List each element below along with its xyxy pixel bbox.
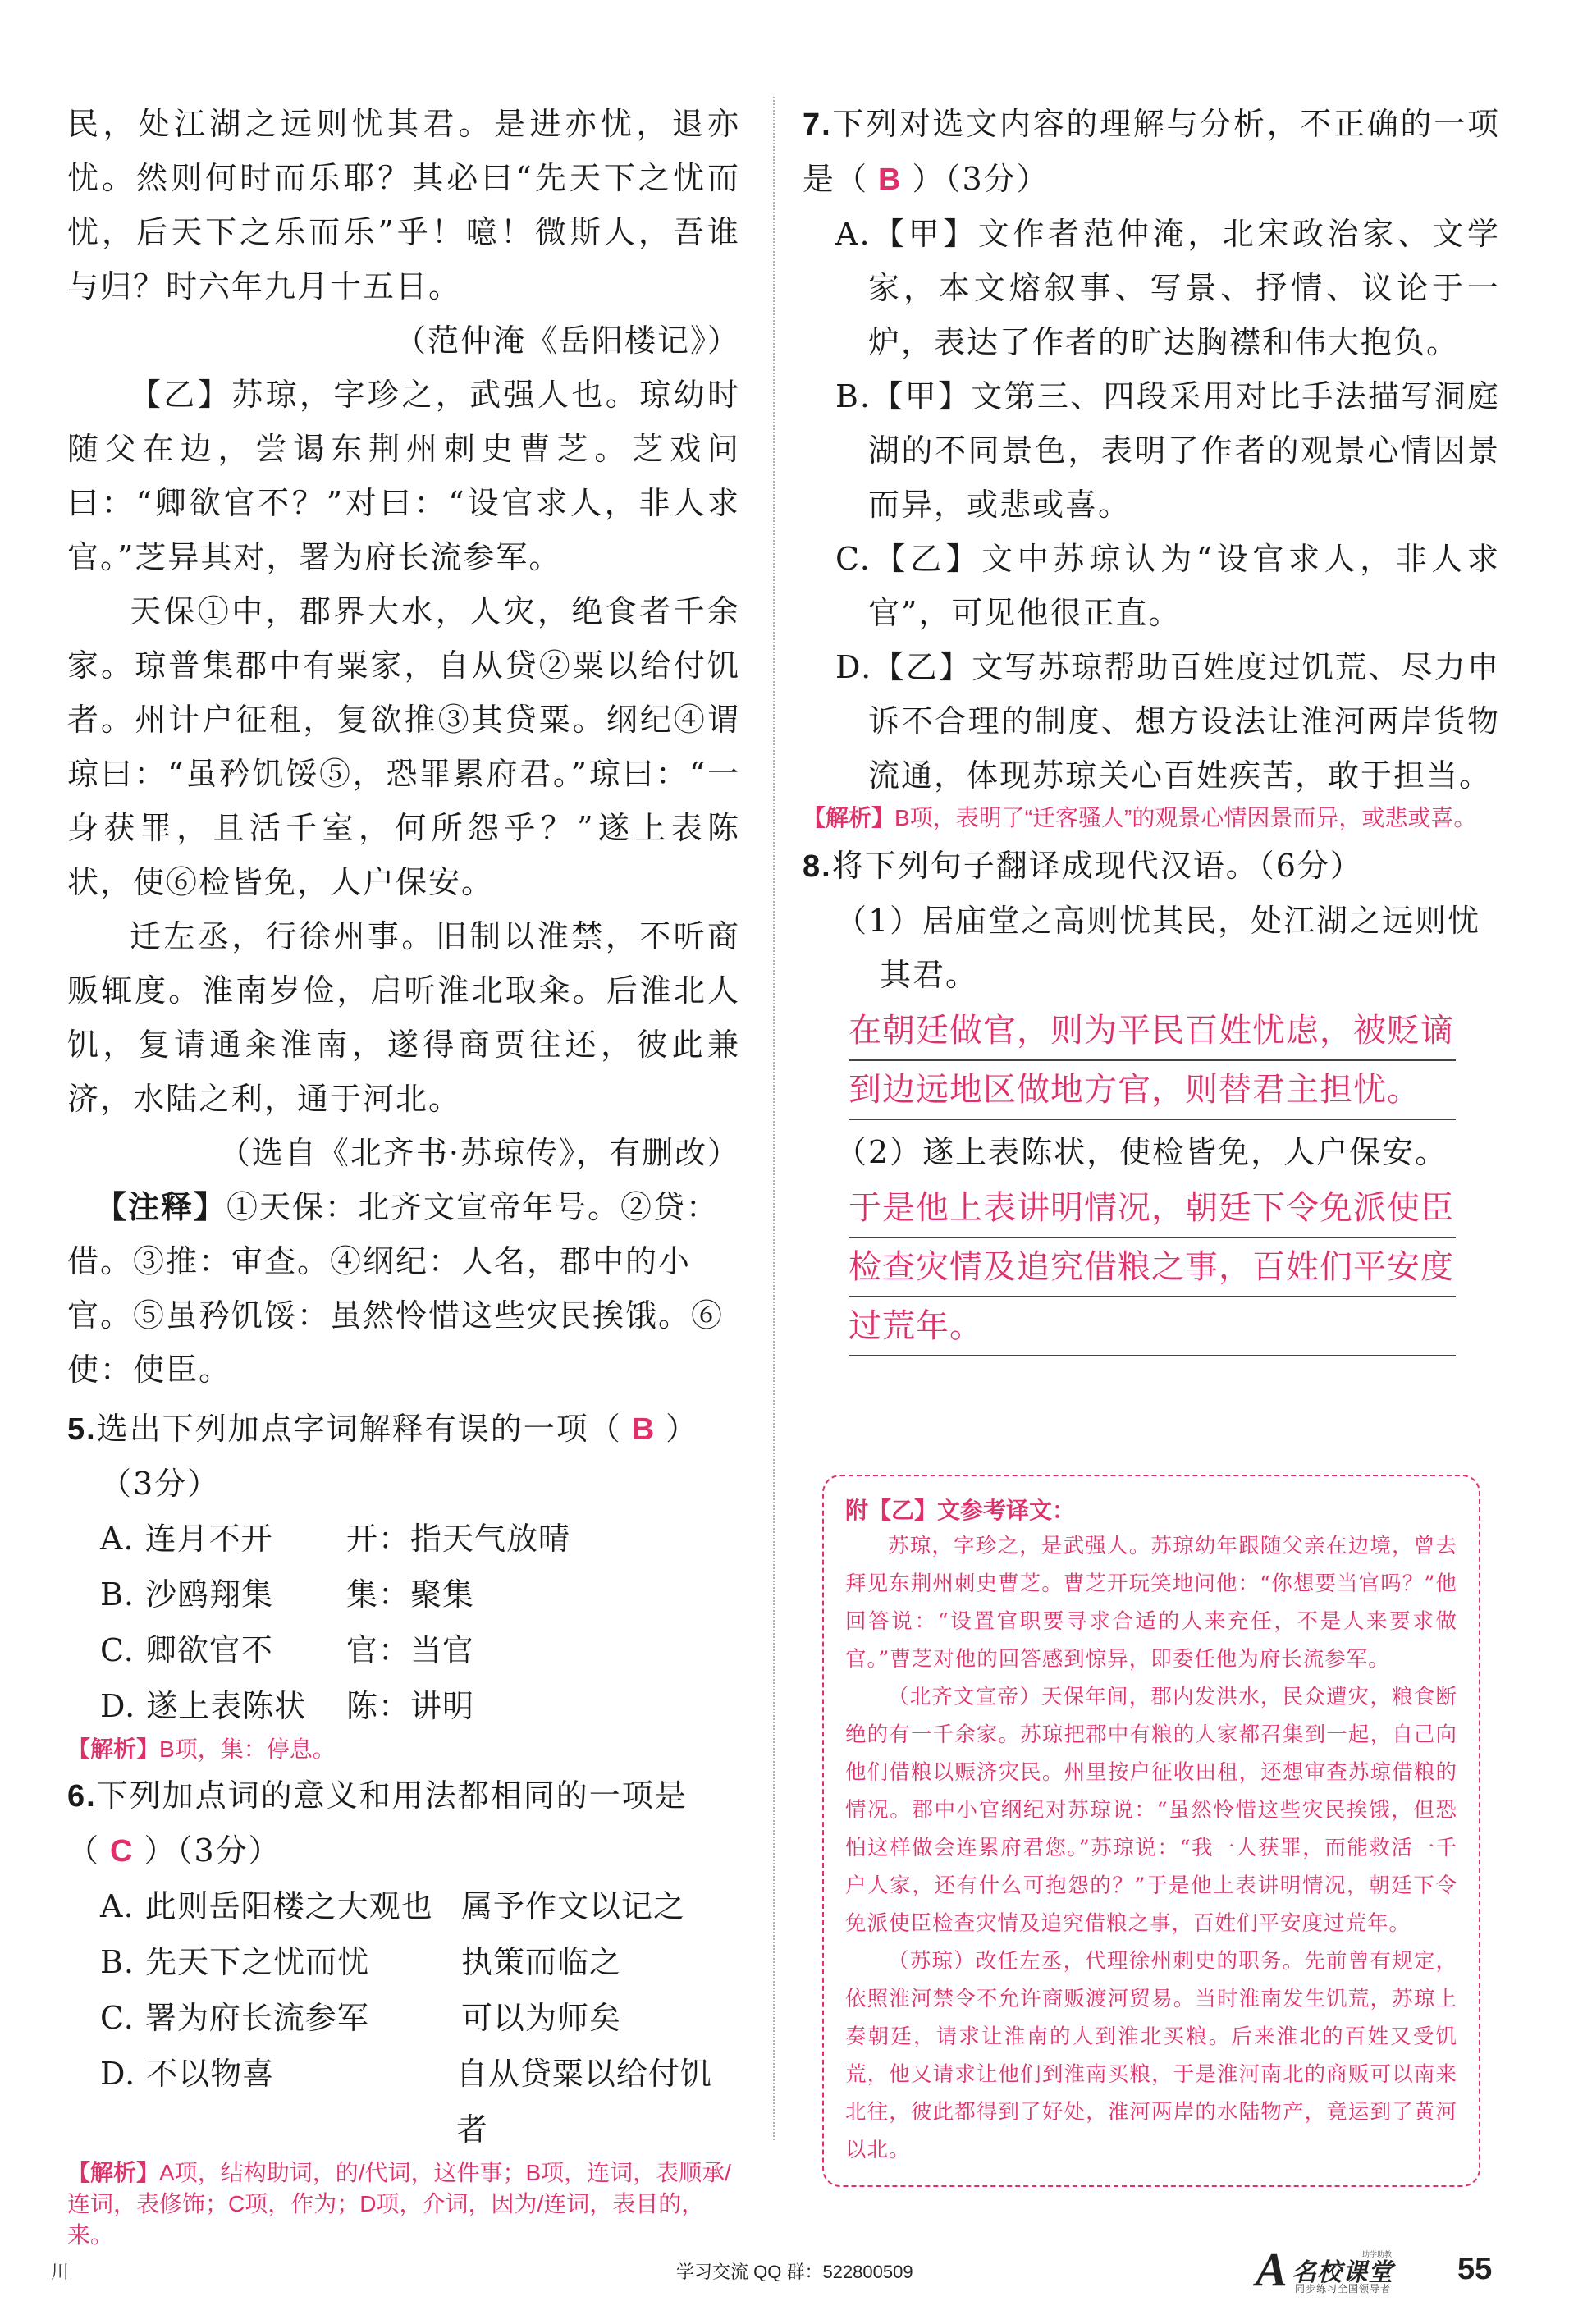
right-column	[803, 97, 1500, 1356]
q6-option-a: A. 此则岳阳楼之大观也 属予作文以记之	[100, 1888, 686, 1924]
q7-option-d: D.【乙】文写苏琼帮助百姓度过饥荒、尽力申诉不合理的制度、想方设法让淮河两岸货物流通，体现苏琼关心百姓疾苦，敢于担当。	[835, 649, 1500, 794]
reference-paragraph-1: 苏琼，字珍之，是武强人。苏琼幼年跟随父亲在边境，曾去拜见东荆州刺史曹芝。曹芝开玩笑地问他：“你想要当官吗？”他回答说：“设置官职要寻求合适的人来充任，不是人来要求做官。”曹芝对他的回答感到惊异，即委任他为府长流参军。	[845, 1534, 1457, 1672]
q7-stem: 下列对选文内容的理解与分析，不正确的一项是（	[803, 106, 1500, 197]
q8-number: 8.	[803, 849, 832, 884]
q6-stem: 下列加点词的意义和用法都相同的一项是	[96, 1777, 688, 1814]
qq-group: 学习交流 QQ 群：522800509	[676, 2262, 913, 2282]
q8-answer-2-line-1: 于是他上表讲明情况，朝廷下令免派使臣	[849, 1179, 1456, 1238]
notes-text: ①天保：北齐文宣帝年号。②贷：借。③推：审查。④纲纪：人名，郡中的小官。⑤虽矜饥馁：虽然怜惜这些灾民挨饿。⑥使：使臣。	[67, 1189, 725, 1388]
reference-title: 附【乙】文参考译文：	[845, 1498, 1076, 1523]
q8-answer-2-line-2: 检查灾情及追究借粮之事，百姓们平安度	[849, 1238, 1456, 1297]
q8-sentence-1-cont: 其君。	[880, 957, 979, 993]
passage-yi-p3: 迁左丞，行徐州事。旧制以淮禁，不听商贩辄度。淮南岁俭，启听淮北取籴。后淮北人饥，复请通籴淮南，遂得商贾往还，彼此兼济，水陆之利，通于河北。	[67, 918, 740, 1117]
q7-answer: B	[878, 162, 903, 197]
q5-option-d: D. 遂上表陈状 陈：讲明	[100, 1688, 475, 1724]
q6-option-d: D. 不以物喜 自从贷粟以给付饥者	[100, 2056, 712, 2148]
q7-close: ）（3分）	[912, 161, 1050, 197]
q5-option-a: A. 连月不开 开：指天气放晴	[100, 1521, 571, 1557]
q5-number: 5.	[67, 1412, 97, 1447]
q7-analysis: 【解析】B项，表明了“迁客骚人”的观景心情因景而异，或悲或喜。	[803, 805, 1477, 830]
q6-analysis: 【解析】A项，结构助词，的/代词，这件事；B项，连词，表顺承/连词，表修饰；C项，作为；D项，介词，因为/连词，表目的，来。	[67, 2160, 731, 2248]
q6-answer: C	[110, 1834, 135, 1869]
brand-logo	[1256, 2243, 1436, 2296]
q8-answer-1-line-1: 在朝廷做官，则为平民百姓忧虑，被贬谪	[849, 1002, 1456, 1061]
province-mark: 川	[51, 2262, 70, 2282]
q5-option-b: B. 沙鸥翔集 集：聚集	[100, 1576, 475, 1613]
q8-answer-2-line-3: 过荒年。	[849, 1297, 1456, 1356]
question-7	[803, 97, 1500, 834]
reference-paragraph-2: （北齐文宣帝）天保年间，郡内发洪水，民众遭灾，粮食断绝的有一千余家。苏琼把郡中有粮的人家都召集到一起，自己向他们借粮以赈济灾民。州里按户征收田租，还想审查苏琼借粮的情况。郡中小官纲纪对苏琼说：“虽然怜惜这些灾民挨饿，但恐怕这样做会连累府君您。”苏琼说：“我一人获罪，而能救活一千户人家，还有什么可抱怨的？”于是他上表讲明情况，朝廷下令免派使臣检查灾情及追究借粮之事，百姓们平安度过荒年。	[845, 1685, 1457, 1936]
question-8	[803, 839, 1500, 1356]
q8-answer-1-line-2: 到边远地区做地方官，则替君主担忧。	[849, 1061, 1456, 1120]
passage-yi-p2: 天保①中，郡界大水，人灾，绝食者千余家。琼普集郡中有粟家，自从贷②粟以给付饥者。州计户征租，复欲推③其贷粟。纲纪④谓琼曰：“虽矜饥馁⑤，恐罪累府君。”琼曰：“一身获罪，且活千室，何所怨乎？”遂上表陈状，使⑥检皆免，人户保安。	[67, 593, 740, 900]
q6-number: 6.	[67, 1779, 97, 1814]
question-5	[67, 1402, 740, 1765]
q7-option-a: A.【甲】文作者范仲淹，北宋政治家、文学家，本文熔叙事、写景、抒情、议论于一炉，表达了作者的旷达胸襟和伟大抱负。	[835, 216, 1500, 360]
q5-option-c: C. 卿欲官不 官：当官	[100, 1632, 475, 1668]
brand-slogan: 同步练习全国领导者	[1295, 2283, 1392, 2294]
brand-letter: A	[1256, 2243, 1288, 2296]
q6-option-b: B. 先天下之忧而忧 执策而临之	[100, 1944, 622, 1980]
q8-stem: 将下列句子翻译成现代汉语。（6分）	[831, 848, 1363, 884]
question-6: 6.下列加点词的意义和用法都相同的一项是 （ C ）（3分） A. 此则岳阳楼之大观也 属予作文以记之 B. 先天下之忧而忧 执策而临之 C. 署为府长流参军 可以为师矣 D. 不以物喜 自从贷粟以给付饥者 【解析】A项，结构助词，的/代词，这件事；B项，连词，表顺承/连词，表修饰；C项，作为；D项，介词，因为/连词，表目的，来。	[67, 1768, 740, 2251]
brand-name: 名校课堂	[1292, 2259, 1393, 2286]
page-footer	[0, 2243, 1569, 2298]
reference-paragraph-3: （苏琼）改任左丞，代理徐州刺史的职务。先前曾有规定，依照淮河禁令不允许商贩渡河贸易。当时淮南发生饥荒，苏琼上奏朝廷，请求让淮南的人到淮北买粮。后来淮北的百姓又受饥荒，他又请求让他们到淮南买粮，于是淮河南北的商贩可以南来北往，彼此都得到了好处，淮河两岸的水陆物产，竟运到了黄河以北。	[845, 1949, 1457, 2162]
page-number: 55	[1457, 2252, 1493, 2286]
q5-analysis: 【解析】B项，集：停息。	[67, 1736, 336, 1762]
column-divider	[773, 97, 775, 2140]
q5-close: ）	[666, 1411, 699, 1447]
source-yueyanglou: （范仲淹《岳阳楼记》）	[394, 323, 740, 359]
brand-tiny: 助学助教	[1362, 2250, 1393, 2258]
q6-option-c: C. 署为府长流参军 可以为师矣	[100, 2000, 622, 2036]
q8-sentence-2: （2）遂上表陈状，使检皆免，人户保安。	[835, 1134, 1448, 1170]
q5-stem: 选出下列加点字词解释有误的一项（	[96, 1411, 622, 1447]
q8-sentence-1: （1）居庙堂之高则忧其民，处江湖之远则忧	[835, 903, 1481, 939]
passage-yi-p1: 【乙】苏琼，字珍之，武强人也。琼幼时随父在边，尝谒东荆州刺史曹芝。芝戏问曰：“卿欲官不？”对曰：“设官求人，非人求官。”芝异其对，署为府长流参军。	[67, 377, 740, 575]
reference-translation-box	[822, 1475, 1480, 2187]
passage-jia-ending: 民，处江湖之远则忧其君。是进亦忧，退亦忧。然则何时而乐耶？其必曰“先天下之忧而忧，后天下之乐而乐”乎！噫！微斯人，吾谁与归？时六年九月十五日。	[67, 106, 740, 304]
source-beiqishu: （选自《北齐书·苏琼传》，有删改）	[218, 1135, 740, 1171]
left-column	[67, 97, 740, 2251]
notes	[67, 1180, 740, 1397]
q7-option-c: C.【乙】文中苏琼认为“设官求人，非人求官”，可见他很正直。	[835, 541, 1500, 631]
q5-score: （3分）	[100, 1466, 221, 1502]
q7-number: 7.	[803, 108, 832, 142]
q7-option-b: B.【甲】文第三、四段采用对比手法描写洞庭湖的不同景色，表明了作者的观景心情因景而异，或悲或喜。	[835, 378, 1500, 523]
q5-answer: B	[631, 1412, 656, 1447]
notes-label: 【注释】	[95, 1188, 227, 1225]
